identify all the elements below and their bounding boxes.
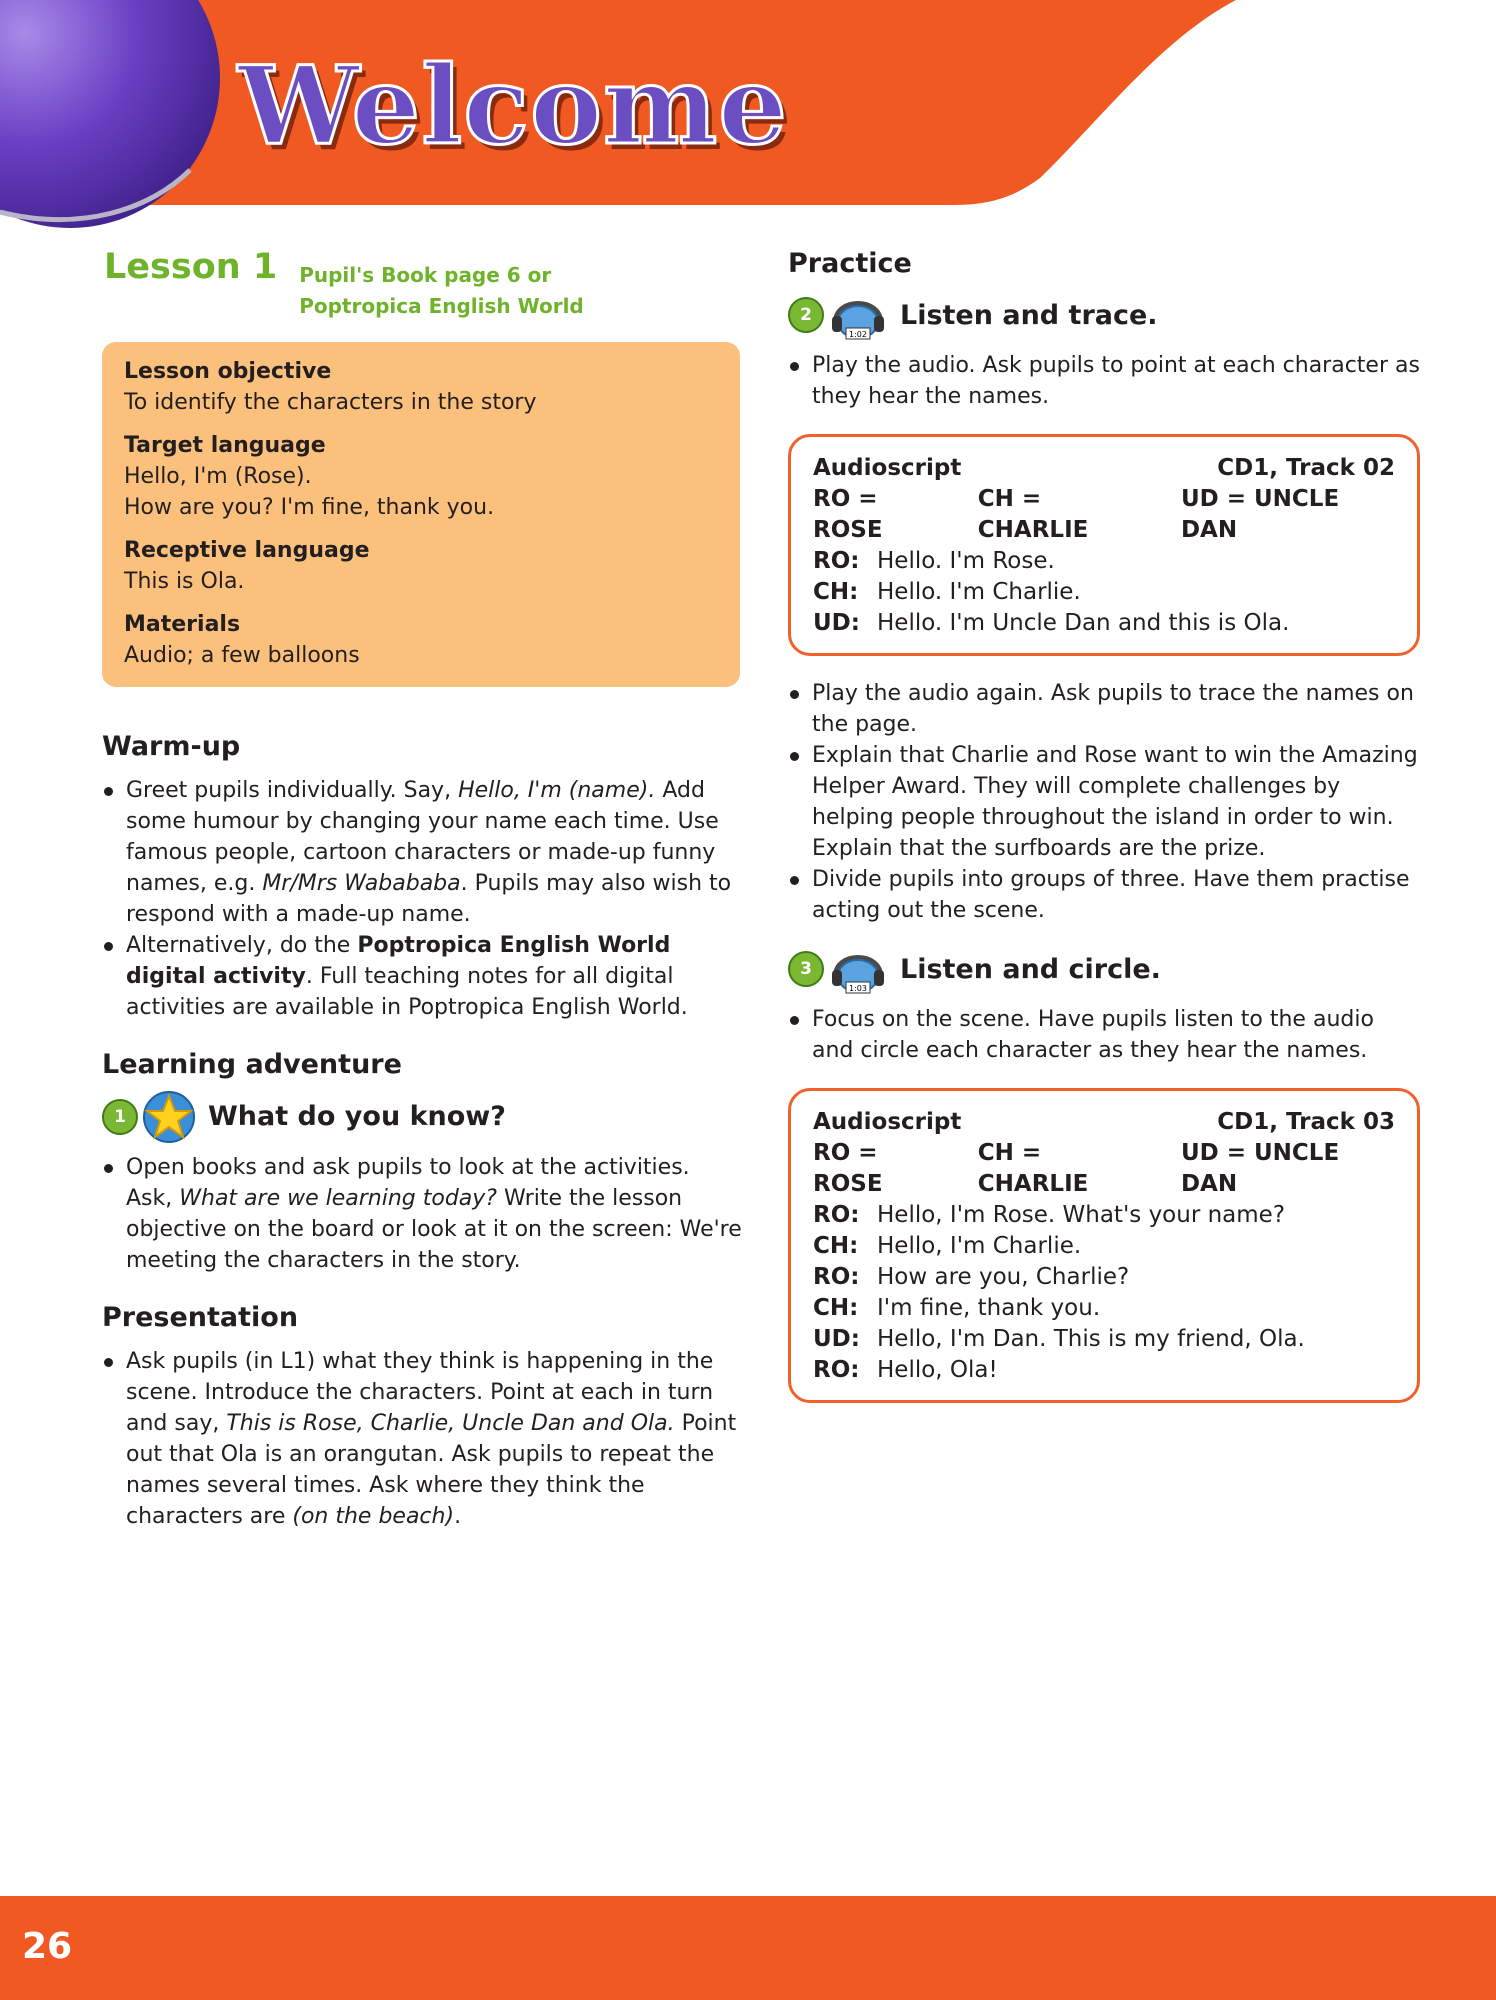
list-item: Divide pupils into groups of three. Have them practise acting out the scene. xyxy=(788,864,1420,926)
activity-title: Listen and trace. xyxy=(900,299,1158,331)
materials-text: Audio; a few balloons xyxy=(124,643,360,668)
presentation-list xyxy=(102,1346,742,1532)
target-language-label: Target language xyxy=(124,433,326,458)
objective-label: Lesson objective xyxy=(124,359,332,384)
audioscript-track: CD1, Track 03 xyxy=(1217,1109,1395,1136)
practice-list xyxy=(788,678,1420,926)
activity-3-list xyxy=(788,1004,1420,1066)
lesson-reference: Pupil's Book page 6 or Poptropica English World xyxy=(299,263,584,318)
target-language-line: How are you? I'm fine, thank you. xyxy=(124,495,495,520)
page-header xyxy=(0,0,1496,230)
warmup-heading: Warm-up xyxy=(102,731,241,762)
activity-number-badge: 3 xyxy=(788,951,824,987)
presentation-heading: Presentation xyxy=(102,1301,299,1333)
activity-number-badge: 2 xyxy=(788,297,824,333)
script-line: RO: Hello. I'm Rose. xyxy=(813,548,1055,575)
script-line: UD: Hello. I'm Uncle Dan and this is Ola. xyxy=(813,610,1290,637)
audioscript-label: Audioscript xyxy=(813,1109,962,1136)
audioscript-track: CD1, Track 02 xyxy=(1217,455,1395,482)
activity-title: What do you know? xyxy=(208,1101,506,1133)
right-column xyxy=(788,248,1420,1403)
target-language-line: Hello, I'm (Rose). xyxy=(124,464,312,489)
receptive-language-label: Receptive language xyxy=(124,538,370,563)
left-column xyxy=(102,248,742,1532)
headphones-icon xyxy=(828,942,888,996)
page-title: Welcome xyxy=(238,43,789,169)
audioscript-label: Audioscript xyxy=(813,455,962,482)
warmup-list xyxy=(102,775,742,1023)
page-footer xyxy=(0,1896,1496,2000)
list-item: Explain that Charlie and Rose want to win the Amazing Helper Award. They will complete challenges by helping people throughout the island in order to win. Explain that the surfboards are the prize. xyxy=(788,740,1420,864)
speaker-key: RO = ROSE CH = CHARLIE UD = UNCLE DAN xyxy=(813,1140,1340,1198)
script-line: CH: I'm fine, thank you. xyxy=(813,1295,1101,1322)
list-item: Ask pupils (in L1) what they think is happening in the scene. Introduce the characters. Point at each in turn and say, This is Rose, Charlie, Uncle Dan and Ola. Point out that Ola is an orangutan. Ask pupils to repeat the names several times. Ask where they think the characters are (on the beach). xyxy=(102,1346,742,1532)
list-item: Focus on the scene. Have pupils listen to the audio and circle each character as they hear the names. xyxy=(788,1004,1420,1066)
audioscript-box-track-03 xyxy=(788,1088,1420,1403)
cd-time-label: 1:02 xyxy=(849,330,867,340)
headphones-icon xyxy=(828,288,888,342)
script-line: RO: Hello, Ola! xyxy=(813,1357,998,1384)
script-line: CH: Hello. I'm Charlie. xyxy=(813,579,1081,606)
activity-number-badge: 1 xyxy=(102,1099,138,1135)
materials-label: Materials xyxy=(124,612,241,637)
learning-adventure-heading: Learning adventure xyxy=(102,1049,402,1081)
speaker-key: RO = ROSE CH = CHARLIE UD = UNCLE DAN xyxy=(813,486,1340,544)
audioscript-box-track-02 xyxy=(788,434,1420,656)
receptive-language-text: This is Ola. xyxy=(124,569,245,594)
activity-2 xyxy=(788,288,1420,342)
objective-text: To identify the characters in the story xyxy=(124,390,537,415)
lesson-header xyxy=(102,248,742,322)
page-number: 26 xyxy=(22,1926,73,1967)
star-icon xyxy=(142,1090,196,1144)
activity-title: Listen and circle. xyxy=(900,953,1161,985)
list-item: Alternatively, do the Poptropica English World digital activity. Full teaching notes for all digital activities are available in Poptropica English World. xyxy=(102,930,742,1023)
practice-heading: Practice xyxy=(788,248,912,279)
activity-2-list xyxy=(788,350,1420,412)
list-item: Greet pupils individually. Say, Hello, I'm (name). Add some humour by changing your name each time. Use famous people, cartoon characters or made-up funny names, e.g. Mr/Mrs Wabababa. Pupils may also wish to respond with a made-up name. xyxy=(102,775,742,930)
list-item: Play the audio again. Ask pupils to trace the names on the page. xyxy=(788,678,1420,740)
learning-list xyxy=(102,1152,742,1276)
list-item: Play the audio. Ask pupils to point at each character as they hear the names. xyxy=(788,350,1420,412)
list-item: Open books and ask pupils to look at the activities. Ask, What are we learning today? Write the lesson objective on the board or look at it on the screen: We're meeting the characters in the story. xyxy=(102,1152,742,1276)
cd-time-label: 1:03 xyxy=(849,984,867,994)
script-line: RO: Hello, I'm Rose. What's your name? xyxy=(813,1202,1286,1229)
activity-3 xyxy=(788,942,1420,996)
script-line: RO: How are you, Charlie? xyxy=(813,1264,1130,1291)
script-line: CH: Hello, I'm Charlie. xyxy=(813,1233,1082,1260)
activity-1 xyxy=(102,1090,742,1144)
script-line: UD: Hello, I'm Dan. This is my friend, Ola. xyxy=(813,1326,1305,1353)
lesson-objective-box xyxy=(102,342,740,687)
lesson-title: Lesson 1 xyxy=(104,247,278,287)
